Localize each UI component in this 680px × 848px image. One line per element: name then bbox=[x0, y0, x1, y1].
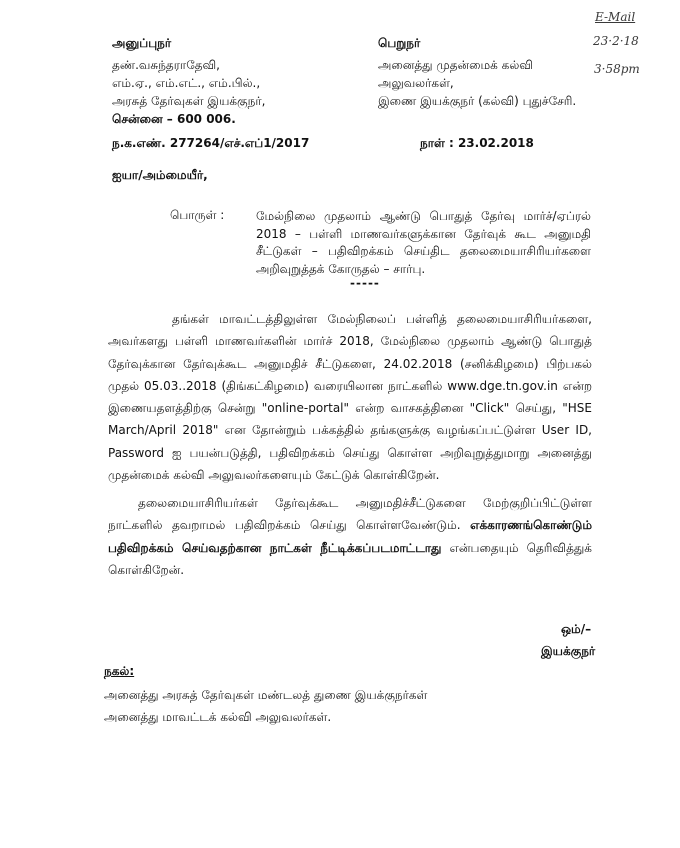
handwritten-time-note: 3·58pm bbox=[594, 62, 640, 76]
subject-label: பொருள் : bbox=[170, 208, 225, 222]
copy-line-1: அனைத்து அரசுத் தேர்வுகள் மண்டலத் துணை இயக்குநர்கள் bbox=[104, 688, 428, 702]
signature-signed: ஒம்/– bbox=[561, 622, 592, 636]
copy-line-2: அனைத்து மாவட்டக் கல்வி அலுவலர்கள். bbox=[104, 710, 332, 724]
recipient-line-3: இணை இயக்குநர் (கல்வி) புதுச்சேரி. bbox=[378, 94, 577, 108]
recipient-line-1: அனைத்து முதன்மைக் கல்வி bbox=[378, 58, 533, 72]
letter-date: நாள் : 23.02.2018 bbox=[420, 136, 534, 150]
sender-line-2: எம்.ஏ., எம்.எட்., எம்.பில்., bbox=[112, 76, 261, 90]
sender-line-4: சென்னை – 600 006. bbox=[112, 112, 236, 126]
body-paragraph-2-closing: என்பதையும் தெரிவித்துக் கொள்கிறேன். bbox=[108, 540, 592, 577]
sender-line-3: அரசுத் தேர்வுகள் இயக்குநர், bbox=[112, 94, 266, 108]
body-paragraph-1 bbox=[108, 308, 592, 486]
reference-number: ந.க.எண். 277264/எச்.எப்1/2017 bbox=[112, 136, 310, 150]
body-paragraph-2 bbox=[108, 492, 592, 581]
recipient-line-2: அலுவலர்கள், bbox=[378, 76, 454, 90]
handwritten-email-note: E-Mail bbox=[595, 10, 636, 24]
recipient-heading: பெறுநர் bbox=[378, 36, 421, 50]
copy-heading: நகல்: bbox=[104, 664, 135, 678]
handwritten-date-note: 23·2·18 bbox=[593, 34, 639, 48]
salutation: ஐயா/அம்மையீர், bbox=[112, 168, 208, 182]
body-paragraph-2-emphasis: எக்காரணங்கொண்டும் பதிவிறக்கம் செய்வதற்கான நாட்கள் நீட்டிக்கப்படமாட்டாது bbox=[108, 518, 592, 555]
body-paragraph-1-text: தங்கள் மாவட்டத்திலுள்ள மேல்நிலைப் பள்ளித் தலைமையாசிரியர்களை, அவர்களது பள்ளி மாணவர்களின் மார்ச் 2018, மேல்நிலை முதலாம் ஆண்டு பொதுத் தேர்வுக்கான தேர்வுக்கூட அனுமதிச் சீட்டுகளை, 24.02.2018 (சனிக்கிழமை) பிற்பகல் முதல் 05.03..2018 (திங்கட்கிழமை) வரையிலான நாட்களில் www.dge.tn.gov.in என்ற இணையதளத்திற்கு சென்று "online-portal" என்ற வாசகத்தினை "Click" செய்து, "HSE March/April 2018" என தோன்றும் பக்கத்தில் தங்களுக்கு வழங்கப்பட்டுள்ள User ID, Password ஐ பயன்படுத்தி, பதிவிறக்கம் செய்து கொள்ள அறிவுறுத்துமாறு அனைத்து முதன்மைக் கல்வி அலுவலர்களையும் கேட்டுக் கொள்கிறேன். bbox=[108, 312, 592, 483]
body-paragraph-2-text: தலைமையாசிரியர்கள் தேர்வுக்கூட அனுமதிச்சீட்டுகளை மேற்குறிப்பிட்டுள்ள நாட்களில் தவறாமல் பதிவிறக்கம் செய்து கொள்ளவேண்டும். bbox=[108, 496, 592, 533]
sender-heading: அனுப்புநர் bbox=[112, 36, 172, 50]
subject-rule: ----- bbox=[350, 276, 380, 290]
sender-line-1: தண்.வசுந்தராதேவி, bbox=[112, 58, 220, 72]
subject-text: மேல்நிலை முதலாம் ஆண்டு பொதுத் தேர்வு மார்ச்/ஏப்ரல் 2018 – பள்ளி மாணவர்களுக்கான தேர்வுக் கூட அனுமதி சீட்டுகள் – பதிவிறக்கம் செய்திட தலைமையாசிரியர்களை அறிவுறுத்தக் கோருதல் – சார்பு. bbox=[256, 209, 591, 276]
signature-title: இயக்குநர் bbox=[541, 644, 596, 658]
